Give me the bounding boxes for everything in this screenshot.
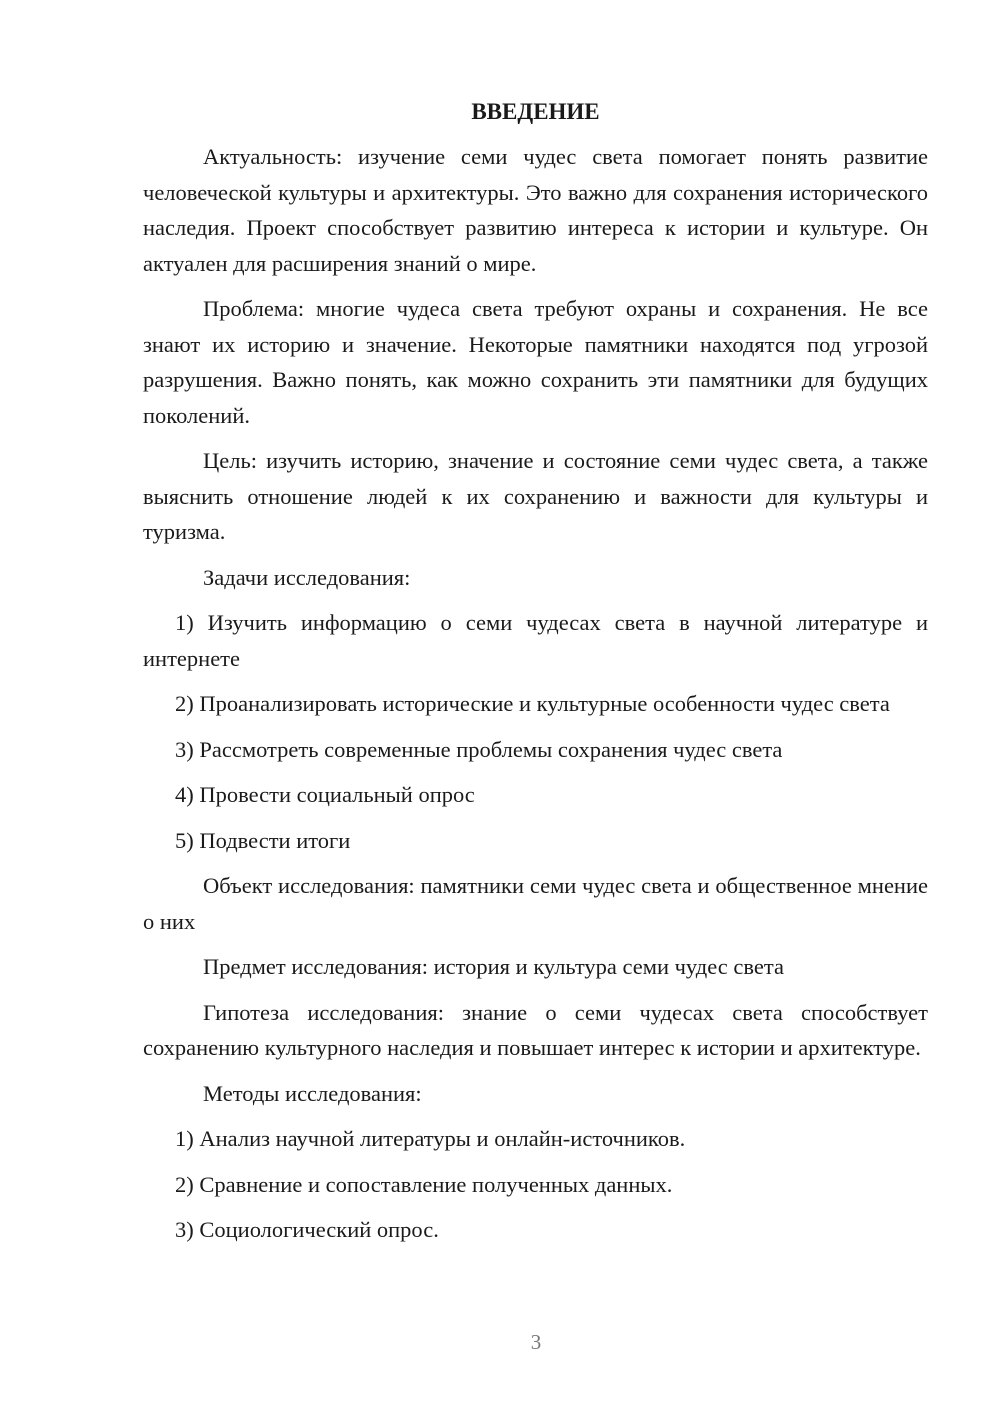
object-paragraph: Объект исследования: памятники семи чудес света и общественное мнение о них bbox=[143, 873, 928, 934]
subject-paragraph: Предмет исследования: история и культура семи чудес света bbox=[203, 954, 784, 979]
method-item: 2) Сравнение и сопоставление полученных данных. bbox=[175, 1171, 673, 1197]
task-item: 2) Проанализировать исторические и культурные особенности чудес света bbox=[175, 691, 890, 716]
method-item: 3) Социологический опрос. bbox=[175, 1217, 439, 1242]
hypothesis-paragraph: Гипотеза исследования: знание о семи чудесах света способствует сохранению культурного наследия и повышает интерес к истории и архитектуре. bbox=[143, 999, 928, 1060]
task-item: 4) Провести социальный опрос bbox=[175, 782, 475, 807]
task-item: 3) Рассмотреть современные проблемы сохранения чудес света bbox=[175, 736, 783, 762]
actuality-paragraph: Актуальность: изучение семи чудес света помогает понять развитие человеческой культуры и архитектуры. Это важно для сохранения исторического наследия. Проект способствует развитию интереса к истории и культуре. Он актуален для расширения знаний о мире. bbox=[143, 144, 928, 276]
page-number: 3 bbox=[530, 1330, 542, 1354]
methods-heading: Методы исследования: bbox=[203, 1080, 422, 1106]
goal-paragraph: Цель: изучить историю, значение и состояние семи чудес света, а также выяснить отношение людей к их сохранению и важности для культуры и туризма. bbox=[143, 448, 928, 544]
page-title: ВВЕДЕНИЕ bbox=[471, 99, 600, 124]
document-page bbox=[143, 94, 928, 1258]
tasks-heading: Задачи исследования: bbox=[203, 564, 411, 590]
method-item: 1) Анализ научной литературы и онлайн-источников. bbox=[175, 1126, 686, 1151]
task-item: 5) Подвести итоги bbox=[175, 827, 351, 853]
problem-paragraph: Проблема: многие чудеса света требуют охраны и сохранения. Не все знают их историю и значение. Некоторые памятники находятся под угрозой разрушения. Важно понять, как можно сохранить эти памятники для будущих поколений. bbox=[143, 296, 928, 428]
task-item: 1) Изучить информацию о семи чудесах света в научной литературе и интернете bbox=[143, 610, 928, 671]
